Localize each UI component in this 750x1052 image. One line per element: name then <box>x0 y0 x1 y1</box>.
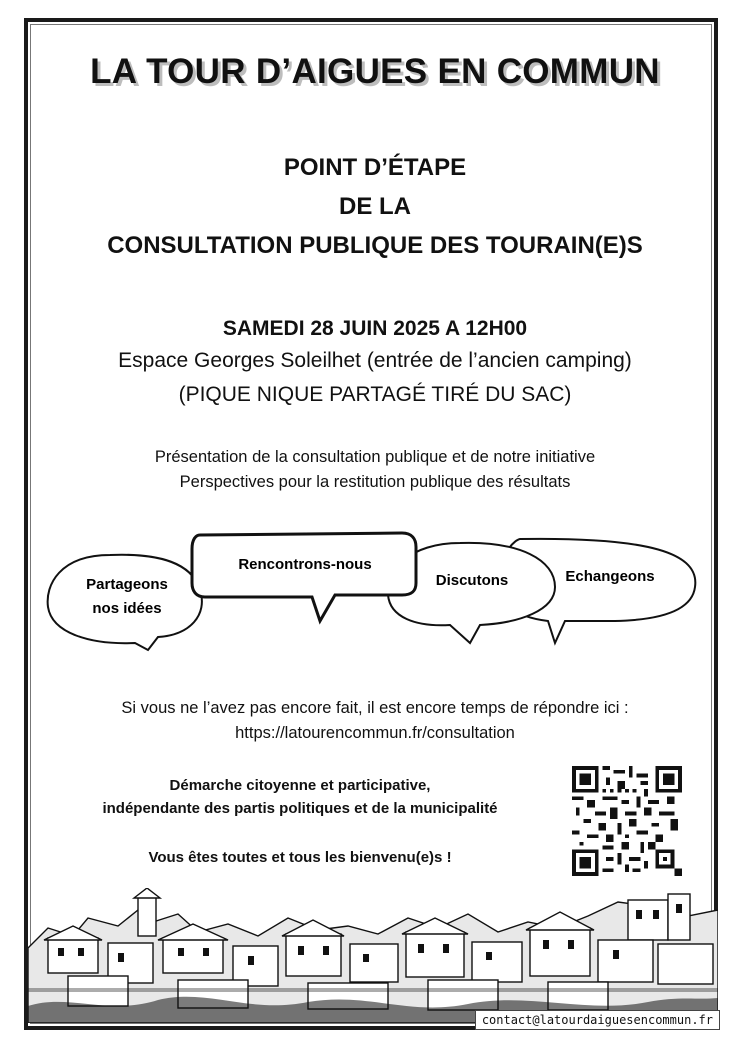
village-illustration-icon <box>28 888 718 1023</box>
contact-email[interactable]: contact@latourdaiguesencommun.fr <box>475 1010 720 1030</box>
statement-line-2: indépendante des partis politiques et de la municipalité <box>102 800 498 817</box>
event-place: Espace Georges Soleilhet (entrée de l’ancien camping) <box>118 349 632 372</box>
subtitle-line-3: CONSULTATION PUBLIQUE DES TOURAIN(E)S <box>107 232 643 259</box>
welcome-line: Vous êtes toutes et tous les bienvenu(e)s ! <box>148 849 452 866</box>
page-title: LA TOUR D’AIGUES EN COMMUN <box>90 52 660 91</box>
qr-code-icon[interactable] <box>572 766 682 876</box>
speech-bubble-icon <box>192 533 416 621</box>
statement-line-1: Démarche citoyenne et participative, <box>169 777 431 794</box>
bubble-text-meet: Rencontrons-nous <box>238 556 372 573</box>
subtitle-line-2: DE LA <box>339 193 411 220</box>
agenda-line-2: Perspectives pour la restitution publique des résultats <box>179 473 571 491</box>
bubble-text-share-2: nos idées <box>92 600 162 617</box>
bubble-text-exchange: Echangeons <box>565 568 655 585</box>
consultation-link[interactable]: https://latourencommun.fr/consultation <box>235 724 515 742</box>
bubble-text-share-1: Partageons <box>86 576 168 593</box>
event-date: SAMEDI 28 JUIN 2025 A 12H00 <box>222 317 528 340</box>
event-picnic: (PIQUE NIQUE PARTAGÉ TIRÉ DU SAC) <box>178 383 572 406</box>
agenda-line-1: Présentation de la consultation publique et de notre initiative <box>154 448 596 466</box>
speech-bubbles <box>40 525 710 655</box>
bubble-text-discuss: Discutons <box>435 572 509 589</box>
call-line: Si vous ne l’avez pas encore fait, il est encore temps de répondre ici : <box>121 699 629 717</box>
subtitle-line-1: POINT D’ÉTAPE <box>283 154 467 181</box>
